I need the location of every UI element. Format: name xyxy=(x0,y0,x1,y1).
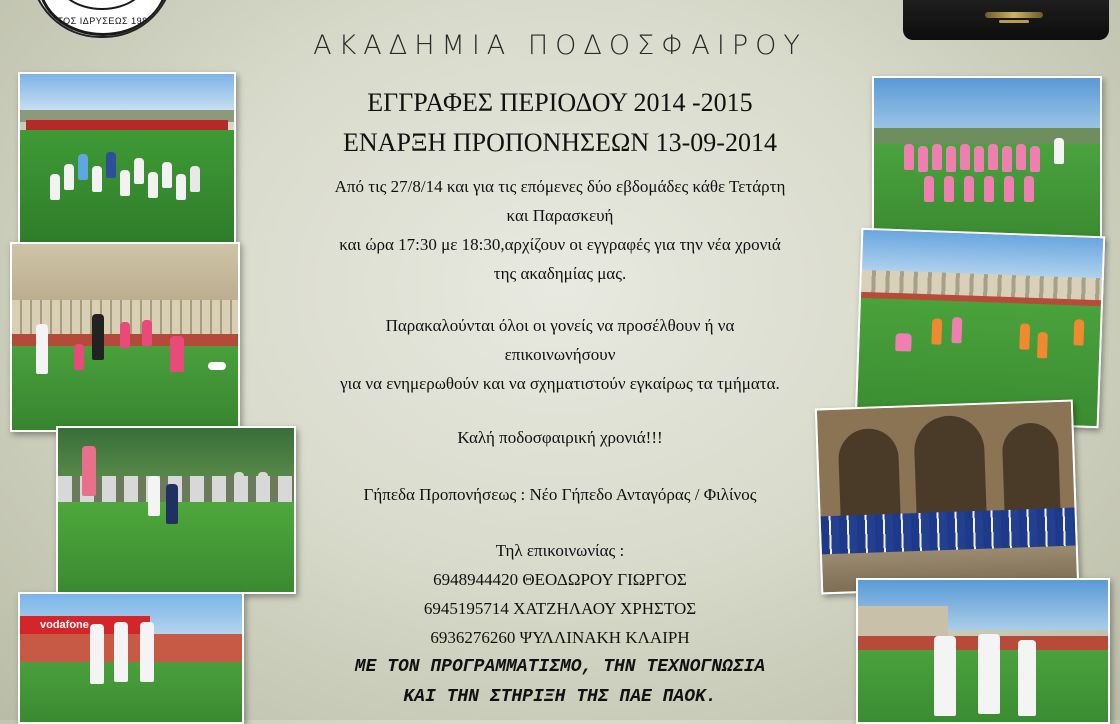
team-photo-kids-field xyxy=(18,72,236,244)
registration-heading: ΕΓΓΡΑΦΕΣ ΠΕΡΙΟΔΟΥ 2014 -2015 xyxy=(367,88,753,117)
logo-text: ΕΤΟΣ ΙΔΡΥΣΕΩΣ 1987 xyxy=(50,16,154,26)
sponsor-logo xyxy=(903,0,1109,40)
academy-title: ΑΚΑΔΗΜΙΑ ΠΟΔΟΣΦΑΙΡΟΥ xyxy=(313,30,807,61)
pink-team-photo xyxy=(872,76,1102,246)
text-line: και ώρα 17:30 με 18:30,αρχίζουν οι εγγραφές για την νέα χρονιά xyxy=(339,235,781,254)
text-line: και Παρασκευή xyxy=(506,206,614,225)
contact-line: 6945195714 ΧΑΤΖΗΛΑΟΥ ΧΡΗΣΤΟΣ xyxy=(423,599,697,618)
training-fields-text: Γήπεδα Προπονήσεως : Νέο Γήπεδο Ανταγόρας / Φιλίνος xyxy=(363,485,757,504)
coaches-field-photo xyxy=(856,578,1110,724)
parents-paragraph xyxy=(250,311,870,398)
training-start-heading: ΕΝΑΡΞΗ ΠΡΟΠΟΝΗΣΕΩΝ 13-09-2014 xyxy=(343,128,777,157)
contact-title: Τηλ επικοινωνίας : xyxy=(495,541,625,560)
text-line: για να ενημερωθούν και να σχηματιστούν εγκαίρως τα τμήματα. xyxy=(340,374,780,393)
sponsor-logo-bar xyxy=(985,12,1043,18)
youth-training-photo xyxy=(855,228,1106,428)
text-line: της ακαδημίας μας. xyxy=(493,264,627,283)
slogan xyxy=(250,652,870,712)
slogan-line: ΚΑΙ ΤΗΝ ΣΤΗΡΙΞΗ ΤΗΣ ΠΑΕ ΠΑΟΚ. xyxy=(403,687,717,707)
greeting-text: Καλή ποδοσφαιρική χρονιά!!! xyxy=(457,428,663,447)
vodafone-banner: vodafone xyxy=(20,616,150,634)
contact-line: 6936276260 ΨΥΛΛΙΝΑΚΗ ΚΛΑΙΡΗ xyxy=(430,628,690,647)
contact-line: 6948944420 ΘΕΟΔΩΡΟΥ ΓΙΩΡΓΟΣ xyxy=(433,570,687,589)
training-drill-photo xyxy=(10,242,240,432)
text-line: επικοινωνήσουν xyxy=(504,345,616,364)
club-logo xyxy=(30,0,174,38)
registration-paragraph xyxy=(250,172,870,288)
coaches-stadium-photo xyxy=(18,592,244,724)
text-line: Παρακαλούνται όλοι οι γονείς να προσέλθουν ή να xyxy=(385,316,735,335)
castle-group-photo xyxy=(815,400,1079,595)
text-line: Από τις 27/8/14 και για τις επόμενες δύο εβδομάδες κάθε Τετάρτη xyxy=(334,177,786,196)
slogan-line: ΜΕ ΤΟΝ ΠΡΟΓΡΑΜΜΑΤΙΣΜΟ, ΤΗΝ ΤΕΧΝΟΓΝΩΣΙΑ xyxy=(354,657,766,677)
contact-block xyxy=(250,536,870,652)
sponsor-logo-bar-small xyxy=(999,20,1029,23)
match-photo xyxy=(56,426,296,594)
